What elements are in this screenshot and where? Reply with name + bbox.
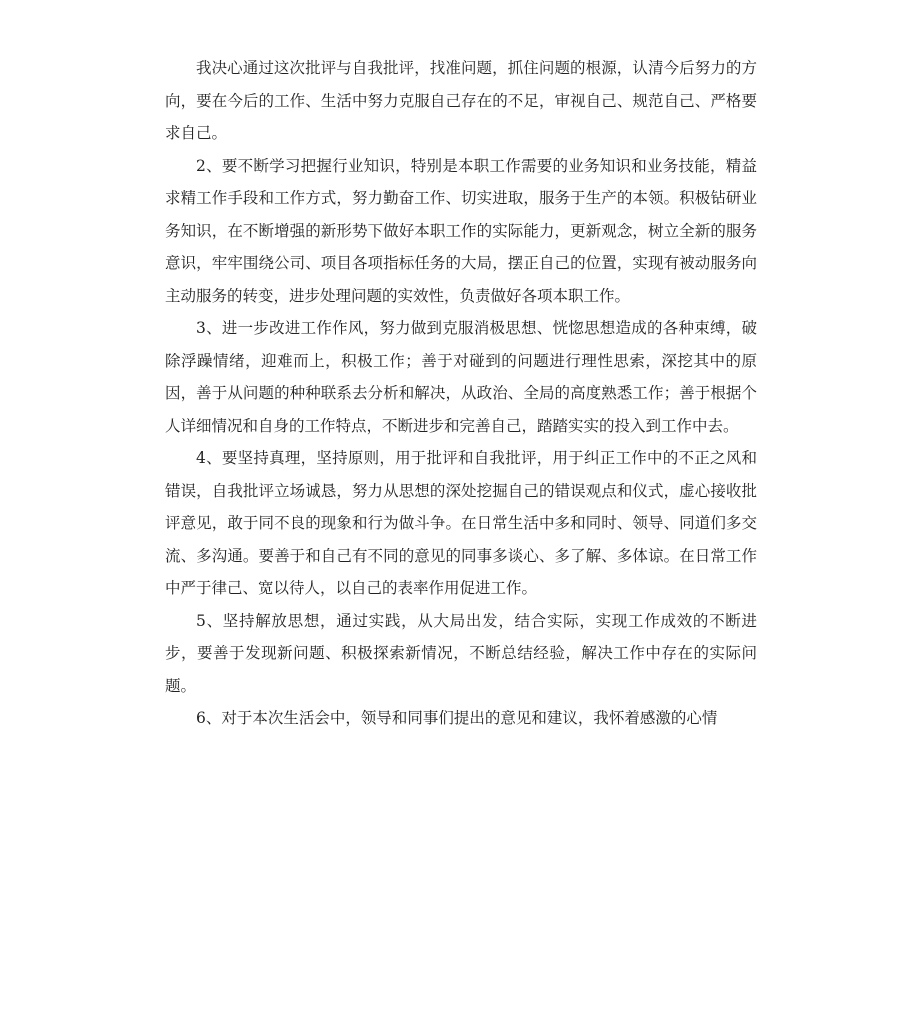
paragraph-item-3: 3、进一步改进工作作风，努力做到克服消极思想、恍惚思想造成的各种束缚，破除浮躁情绪，迎难而上，积极工作；善于对碰到的问题进行理性思索，深挖其中的原因，善于从问题的种种联系去分析和解决，从政治、全局的高度熟悉工作；善于根据个人详细情况和自身的工作特点，不断进步和完善自己，踏踏实实的投入到工作中去。	[165, 319, 757, 435]
document-body	[165, 52, 757, 735]
paragraph-item-5: 5、坚持解放思想，通过实践，从大局出发，结合实际，实现工作成效的不断进步，要善于发现新问题、积极探索新情况，不断总结经验，解决工作中存在的实际问题。	[165, 611, 757, 695]
paragraph-item-4: 4、要坚持真理，坚持原则，用于批评和自我批评，用于纠正工作中的不正之风和错误，自我批评立场诚恳，努力从思想的深处挖掘自己的错误观点和仪式，虚心接收批评意见，敢于同不良的现象和行为做斗争。在日常生活中多和同时、领导、同道们多交流、多沟通。要善于和自己有不同的意见的同事多谈心、多了解、多体谅。在日常工作中严于律己、宽以待人，以自己的表率作用促进工作。	[165, 449, 757, 597]
paragraph-intro: 我决心通过这次批评与自我批评，找准问题，抓住问题的根源，认清今后努力的方向，要在今后的工作、生活中努力克服自己存在的不足，审视自己、规范自己、严格要求自己。	[165, 59, 757, 142]
paragraph-item-6: 6、对于本次生活会中，领导和同事们提出的意见和建议，我怀着感激的心情	[196, 709, 718, 727]
paragraph-item-2: 2、要不断学习把握行业知识，特别是本职工作需要的业务知识和业务技能，精益求精工作手段和工作方式，努力勤奋工作、切实进取，服务于生产的本领。积极钻研业务知识，在不断增强的新形势下做好本职工作的实际能力，更新观念，树立全新的服务意识，牢牢围绕公司、项目各项指标任务的大局，摆正自己的位置，实现有被动服务向主动服务的转变，进步处理问题的实效性，负责做好各项本职工作。	[165, 156, 757, 305]
